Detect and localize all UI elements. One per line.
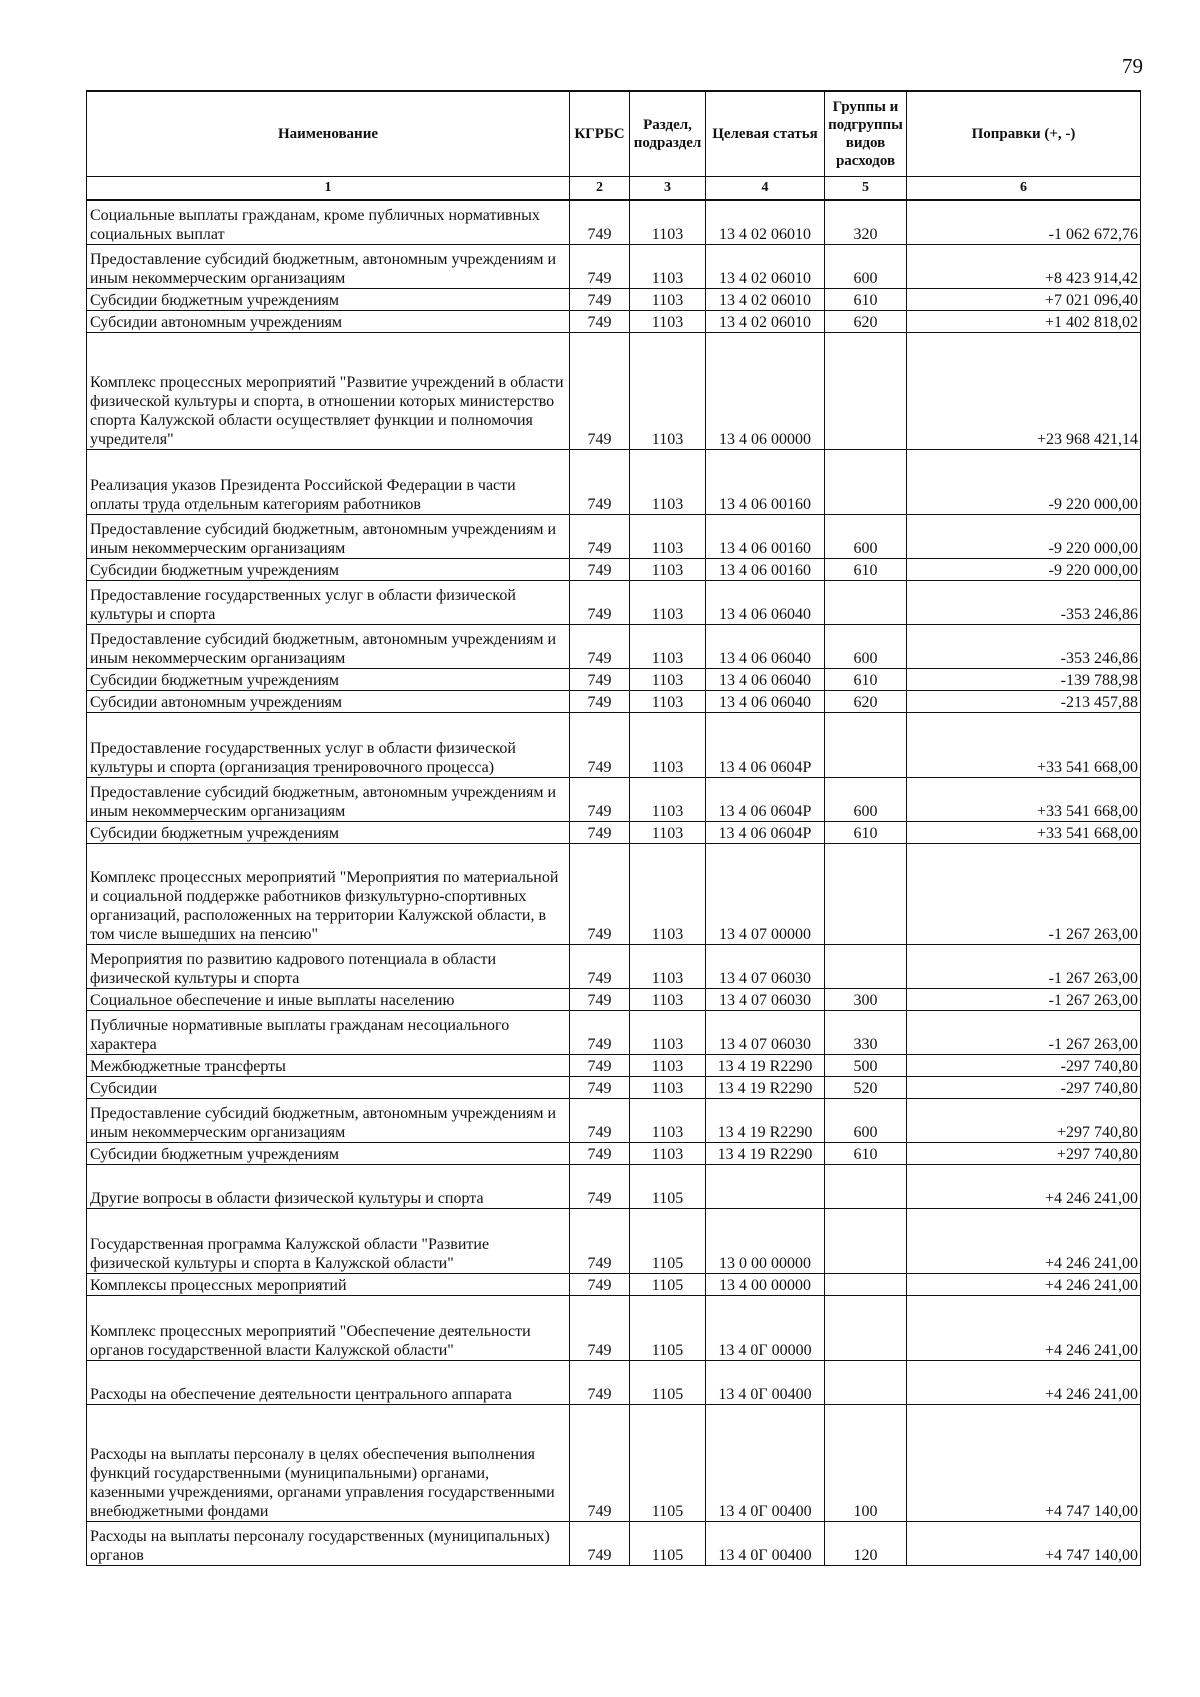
row-target-article: 13 0 00 00000 <box>706 1209 825 1274</box>
row-name: Предоставление субсидий бюджетным, автономным учреждениям и иным некоммерческим организациям <box>87 245 570 289</box>
row-target-article: 13 4 0Г 00000 <box>706 1296 825 1361</box>
table-header-row <box>87 91 1141 177</box>
row-amount: +4 747 140,00 <box>907 1405 1141 1522</box>
row-kgrbs: 749 <box>570 1055 630 1077</box>
row-kgrbs: 749 <box>570 245 630 289</box>
row-target-article: 13 4 19 R2290 <box>706 1077 825 1099</box>
row-expense-group: 300 <box>825 989 907 1011</box>
row-expense-group: 610 <box>825 559 907 581</box>
row-kgrbs: 749 <box>570 1099 630 1143</box>
column-numbers-row <box>87 177 1141 201</box>
row-amount: +4 246 241,00 <box>907 1361 1141 1405</box>
row-kgrbs: 749 <box>570 989 630 1011</box>
row-target-article: 13 4 06 00000 <box>706 333 825 450</box>
row-razdel: 1103 <box>630 581 706 625</box>
row-target-article: 13 4 0Г 00400 <box>706 1361 825 1405</box>
row-amount: +4 246 241,00 <box>907 1165 1141 1209</box>
row-target-article: 13 4 07 06030 <box>706 989 825 1011</box>
row-expense-group <box>825 1361 907 1405</box>
row-expense-group <box>825 1209 907 1274</box>
row-amount: +7 021 096,40 <box>907 289 1141 311</box>
row-target-article: 13 4 07 06030 <box>706 1011 825 1055</box>
row-expense-group: 500 <box>825 1055 907 1077</box>
header-razdel: Раздел, подраздел <box>630 91 706 177</box>
row-expense-group <box>825 945 907 989</box>
row-name: Социальное обеспечение и иные выплаты населению <box>87 989 570 1011</box>
row-razdel: 1103 <box>630 691 706 713</box>
row-name: Предоставление субсидий бюджетным, автономным учреждениям и иным некоммерческим организациям <box>87 625 570 669</box>
row-expense-group <box>825 450 907 515</box>
row-name: Расходы на выплаты персоналу государственных (муниципальных) органов <box>87 1522 570 1566</box>
row-target-article: 13 4 06 0604Р <box>706 713 825 778</box>
table-row <box>87 1143 1141 1165</box>
row-amount: -1 062 672,76 <box>907 200 1141 245</box>
row-name: Предоставление субсидий бюджетным, автономным учреждениям и иным некоммерческим организациям <box>87 778 570 822</box>
row-razdel: 1105 <box>630 1522 706 1566</box>
row-kgrbs: 749 <box>570 515 630 559</box>
row-razdel: 1103 <box>630 289 706 311</box>
row-kgrbs: 749 <box>570 669 630 691</box>
row-target-article: 13 4 02 06010 <box>706 200 825 245</box>
row-expense-group: 600 <box>825 245 907 289</box>
table-row <box>87 559 1141 581</box>
column-number: 1 <box>87 177 570 201</box>
row-name: Государственная программа Калужской области "Развитие физической культуры и спорта в Калужской области" <box>87 1209 570 1274</box>
row-expense-group: 120 <box>825 1522 907 1566</box>
row-razdel: 1103 <box>630 450 706 515</box>
row-name: Расходы на обеспечение деятельности центрального аппарата <box>87 1361 570 1405</box>
table-row <box>87 1405 1141 1522</box>
row-expense-group <box>825 581 907 625</box>
row-amount: -9 220 000,00 <box>907 450 1141 515</box>
row-target-article: 13 4 02 06010 <box>706 289 825 311</box>
row-expense-group: 620 <box>825 311 907 333</box>
row-amount: -297 740,80 <box>907 1055 1141 1077</box>
row-amount: -213 457,88 <box>907 691 1141 713</box>
row-kgrbs: 749 <box>570 1077 630 1099</box>
table-row <box>87 581 1141 625</box>
row-expense-group <box>825 1165 907 1209</box>
column-number: 6 <box>907 177 1141 201</box>
row-name: Субсидии бюджетным учреждениям <box>87 669 570 691</box>
row-kgrbs: 749 <box>570 844 630 945</box>
column-number: 3 <box>630 177 706 201</box>
row-expense-group: 620 <box>825 691 907 713</box>
table-row <box>87 778 1141 822</box>
table-row <box>87 1055 1141 1077</box>
budget-amendments-table <box>86 90 1140 1566</box>
row-name: Публичные нормативные выплаты гражданам несоциального характера <box>87 1011 570 1055</box>
column-number: 4 <box>706 177 825 201</box>
row-amount: +8 423 914,42 <box>907 245 1141 289</box>
row-razdel: 1103 <box>630 200 706 245</box>
table-row <box>87 945 1141 989</box>
row-razdel: 1103 <box>630 333 706 450</box>
row-razdel: 1103 <box>630 989 706 1011</box>
row-amount: +4 747 140,00 <box>907 1522 1141 1566</box>
row-name: Предоставление государственных услуг в области физической культуры и спорта (организация тренировочного процесса) <box>87 713 570 778</box>
row-expense-group: 320 <box>825 200 907 245</box>
row-kgrbs: 749 <box>570 1011 630 1055</box>
header-name: Наименование <box>87 91 570 177</box>
row-razdel: 1103 <box>630 669 706 691</box>
row-expense-group: 600 <box>825 1099 907 1143</box>
row-target-article: 13 4 06 0604Р <box>706 778 825 822</box>
page-number: 79 <box>1122 54 1143 78</box>
row-expense-group <box>825 844 907 945</box>
table-row <box>87 625 1141 669</box>
row-razdel: 1103 <box>630 311 706 333</box>
row-target-article <box>706 1165 825 1209</box>
row-amount: -139 788,98 <box>907 669 1141 691</box>
row-target-article: 13 4 0Г 00400 <box>706 1405 825 1522</box>
row-expense-group: 600 <box>825 625 907 669</box>
row-expense-group: 600 <box>825 515 907 559</box>
row-target-article: 13 4 19 R2290 <box>706 1099 825 1143</box>
row-name: Предоставление субсидий бюджетным, автономным учреждениям и иным некоммерческим организациям <box>87 515 570 559</box>
row-target-article: 13 4 0Г 00400 <box>706 1522 825 1566</box>
row-razdel: 1105 <box>630 1405 706 1522</box>
row-expense-group: 610 <box>825 822 907 844</box>
row-target-article: 13 4 00 00000 <box>706 1274 825 1296</box>
row-target-article: 13 4 06 00160 <box>706 515 825 559</box>
row-name: Комплекс процессных мероприятий "Мероприятия по материальной и социальной поддержке работников физкультурно-спортивных организаций, расположенных на территории Калужской области, в том числе вышедших на пенсию" <box>87 844 570 945</box>
row-name: Субсидии бюджетным учреждениям <box>87 822 570 844</box>
table-row <box>87 1361 1141 1405</box>
table-row <box>87 515 1141 559</box>
table-row <box>87 311 1141 333</box>
row-kgrbs: 749 <box>570 945 630 989</box>
row-name: Мероприятия по развитию кадрового потенциала в области физической культуры и спорта <box>87 945 570 989</box>
row-amount: +297 740,80 <box>907 1099 1141 1143</box>
row-razdel: 1103 <box>630 1099 706 1143</box>
row-name: Комплекс процессных мероприятий "Обеспечение деятельности органов государственной власти Калужской области" <box>87 1296 570 1361</box>
row-razdel: 1105 <box>630 1165 706 1209</box>
row-name: Комплексы процессных мероприятий <box>87 1274 570 1296</box>
row-expense-group <box>825 333 907 450</box>
row-name: Субсидии бюджетным учреждениям <box>87 559 570 581</box>
row-amount: +33 541 668,00 <box>907 822 1141 844</box>
row-razdel: 1103 <box>630 778 706 822</box>
row-target-article: 13 4 02 06010 <box>706 311 825 333</box>
table-row <box>87 450 1141 515</box>
table-row <box>87 691 1141 713</box>
row-kgrbs: 749 <box>570 691 630 713</box>
row-expense-group: 600 <box>825 778 907 822</box>
row-name: Предоставление субсидий бюджетным, автономным учреждениям и иным некоммерческим организациям <box>87 1099 570 1143</box>
row-name: Субсидии автономным учреждениям <box>87 691 570 713</box>
row-expense-group: 100 <box>825 1405 907 1522</box>
row-target-article: 13 4 06 00160 <box>706 559 825 581</box>
header-target-article: Целевая статья <box>706 91 825 177</box>
row-name: Другие вопросы в области физической культуры и спорта <box>87 1165 570 1209</box>
row-name: Реализация указов Президента Российской Федерации в части оплаты труда отдельным категориям работников <box>87 450 570 515</box>
row-razdel: 1103 <box>630 1143 706 1165</box>
row-kgrbs: 749 <box>570 289 630 311</box>
table-row <box>87 669 1141 691</box>
row-kgrbs: 749 <box>570 1143 630 1165</box>
table-row <box>87 989 1141 1011</box>
table-row <box>87 1522 1141 1566</box>
row-amount: -1 267 263,00 <box>907 989 1141 1011</box>
row-razdel: 1105 <box>630 1209 706 1274</box>
row-target-article: 13 4 07 06030 <box>706 945 825 989</box>
row-target-article: 13 4 06 06040 <box>706 669 825 691</box>
header-amendments: Поправки (+, -) <box>907 91 1141 177</box>
row-razdel: 1105 <box>630 1296 706 1361</box>
row-amount: -1 267 263,00 <box>907 945 1141 989</box>
row-kgrbs: 749 <box>570 1522 630 1566</box>
row-kgrbs: 749 <box>570 1165 630 1209</box>
row-target-article: 13 4 02 06010 <box>706 245 825 289</box>
row-amount: +4 246 241,00 <box>907 1296 1141 1361</box>
row-amount: -9 220 000,00 <box>907 559 1141 581</box>
row-amount: +4 246 241,00 <box>907 1274 1141 1296</box>
table-row <box>87 1296 1141 1361</box>
row-razdel: 1105 <box>630 1361 706 1405</box>
row-razdel: 1103 <box>630 1011 706 1055</box>
row-razdel: 1103 <box>630 844 706 945</box>
row-amount: -353 246,86 <box>907 625 1141 669</box>
row-kgrbs: 749 <box>570 333 630 450</box>
table-row <box>87 333 1141 450</box>
row-kgrbs: 749 <box>570 713 630 778</box>
row-kgrbs: 749 <box>570 450 630 515</box>
table-row <box>87 245 1141 289</box>
row-target-article: 13 4 19 R2290 <box>706 1055 825 1077</box>
table-row <box>87 844 1141 945</box>
row-name: Комплекс процессных мероприятий "Развитие учреждений в области физической культуры и спорта, в отношении которых министерство спорта Калужской области осуществляет функции и полномочия учредителя" <box>87 333 570 450</box>
table-row <box>87 822 1141 844</box>
row-razdel: 1103 <box>630 1077 706 1099</box>
row-target-article: 13 4 07 00000 <box>706 844 825 945</box>
row-name: Межбюджетные трансферты <box>87 1055 570 1077</box>
table-row <box>87 1209 1141 1274</box>
row-razdel: 1103 <box>630 245 706 289</box>
table-row <box>87 289 1141 311</box>
row-amount: +23 968 421,14 <box>907 333 1141 450</box>
row-razdel: 1103 <box>630 625 706 669</box>
row-amount: -353 246,86 <box>907 581 1141 625</box>
row-razdel: 1105 <box>630 1274 706 1296</box>
row-name: Субсидии <box>87 1077 570 1099</box>
table-row <box>87 200 1141 245</box>
header-expense-groups: Группы и подгруппы видов расходов <box>825 91 907 177</box>
row-amount: +1 402 818,02 <box>907 311 1141 333</box>
row-razdel: 1103 <box>630 945 706 989</box>
row-kgrbs: 749 <box>570 1405 630 1522</box>
column-number: 2 <box>570 177 630 201</box>
row-target-article: 13 4 06 06040 <box>706 691 825 713</box>
row-kgrbs: 749 <box>570 1274 630 1296</box>
row-razdel: 1103 <box>630 1055 706 1077</box>
row-name: Субсидии бюджетным учреждениям <box>87 1143 570 1165</box>
row-kgrbs: 749 <box>570 311 630 333</box>
row-target-article: 13 4 06 0604Р <box>706 822 825 844</box>
row-expense-group: 520 <box>825 1077 907 1099</box>
row-amount: +33 541 668,00 <box>907 778 1141 822</box>
row-target-article: 13 4 06 06040 <box>706 625 825 669</box>
row-razdel: 1103 <box>630 822 706 844</box>
row-expense-group <box>825 713 907 778</box>
row-kgrbs: 749 <box>570 625 630 669</box>
row-target-article: 13 4 19 R2290 <box>706 1143 825 1165</box>
row-expense-group: 330 <box>825 1011 907 1055</box>
row-expense-group: 610 <box>825 669 907 691</box>
row-amount: +297 740,80 <box>907 1143 1141 1165</box>
row-expense-group <box>825 1274 907 1296</box>
row-expense-group: 610 <box>825 289 907 311</box>
row-kgrbs: 749 <box>570 559 630 581</box>
row-kgrbs: 749 <box>570 1296 630 1361</box>
table-row <box>87 713 1141 778</box>
row-razdel: 1103 <box>630 559 706 581</box>
row-expense-group: 610 <box>825 1143 907 1165</box>
row-amount: -9 220 000,00 <box>907 515 1141 559</box>
row-target-article: 13 4 06 06040 <box>706 581 825 625</box>
row-target-article: 13 4 06 00160 <box>706 450 825 515</box>
row-amount: -297 740,80 <box>907 1077 1141 1099</box>
row-expense-group <box>825 1296 907 1361</box>
row-kgrbs: 749 <box>570 581 630 625</box>
column-number: 5 <box>825 177 907 201</box>
row-name: Субсидии бюджетным учреждениям <box>87 289 570 311</box>
table-row <box>87 1099 1141 1143</box>
table-row <box>87 1011 1141 1055</box>
header-kgrbs: КГРБС <box>570 91 630 177</box>
row-kgrbs: 749 <box>570 778 630 822</box>
row-kgrbs: 749 <box>570 822 630 844</box>
table-row <box>87 1274 1141 1296</box>
row-name: Социальные выплаты гражданам, кроме публичных нормативных социальных выплат <box>87 200 570 245</box>
row-name: Предоставление государственных услуг в области физической культуры и спорта <box>87 581 570 625</box>
row-razdel: 1103 <box>630 515 706 559</box>
row-name: Субсидии автономным учреждениям <box>87 311 570 333</box>
row-amount: +33 541 668,00 <box>907 713 1141 778</box>
row-amount: +4 246 241,00 <box>907 1209 1141 1274</box>
row-kgrbs: 749 <box>570 1361 630 1405</box>
table-row <box>87 1077 1141 1099</box>
row-amount: -1 267 263,00 <box>907 1011 1141 1055</box>
row-kgrbs: 749 <box>570 1209 630 1274</box>
row-razdel: 1103 <box>630 713 706 778</box>
row-name: Расходы на выплаты персоналу в целях обеспечения выполнения функций государственными (муниципальными) органами, казенными учреждениями, органами управления государственными внебюджетными фондами <box>87 1405 570 1522</box>
row-kgrbs: 749 <box>570 200 630 245</box>
row-amount: -1 267 263,00 <box>907 844 1141 945</box>
table-row <box>87 1165 1141 1209</box>
